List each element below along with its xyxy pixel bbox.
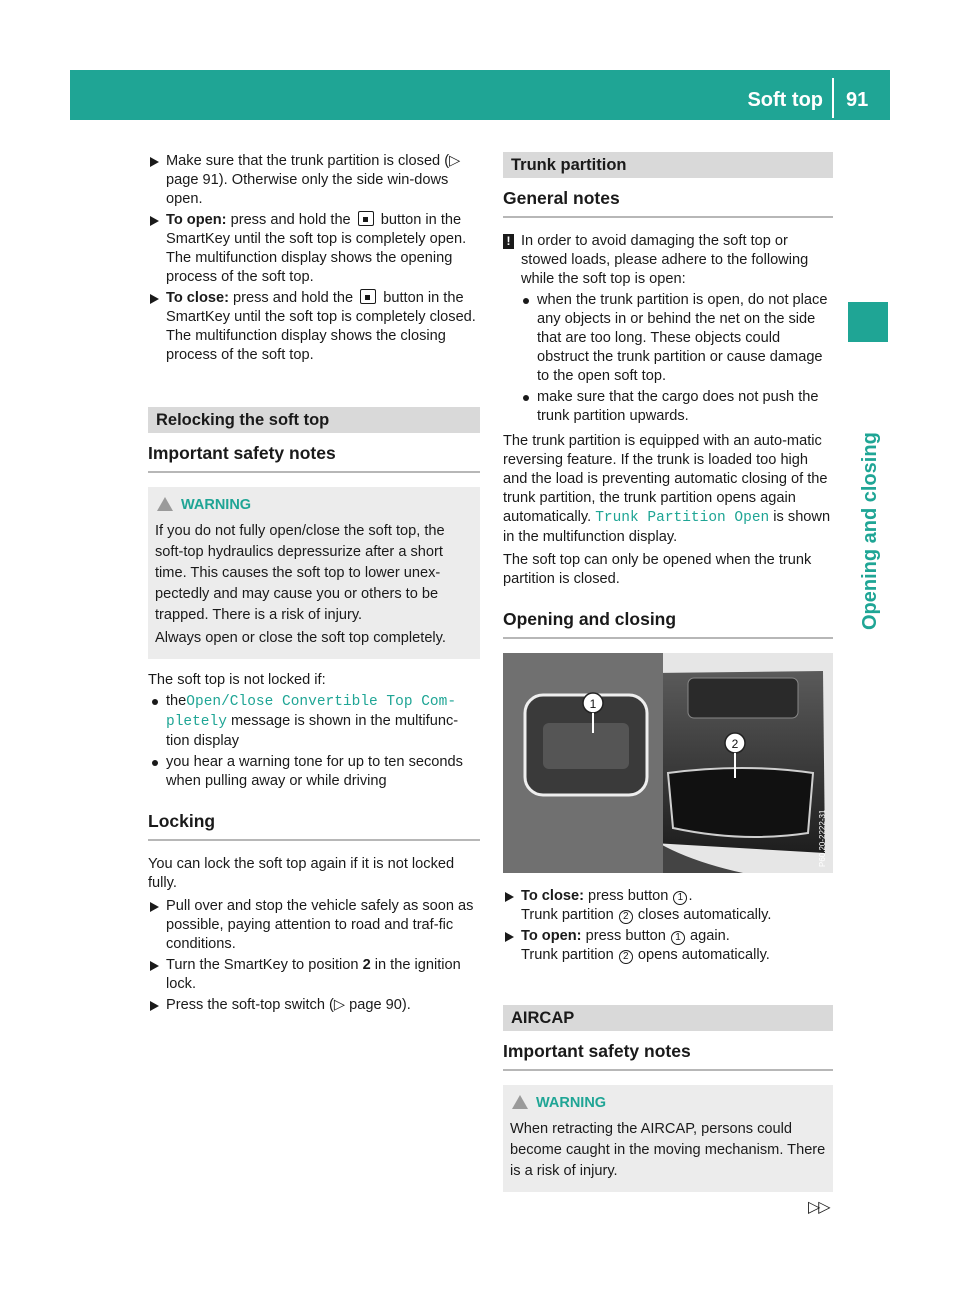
paragraph: The trunk partition is equipped with an auto-matic reversing feature. If the trunk is loaded too high and the load is preventing automatic closing of the trunk partition, the trunk partition opens again automatically. Trunk Partition Open is shown in the multifunction display. bbox=[503, 433, 831, 545]
warning-triangle-icon bbox=[512, 1095, 528, 1109]
instruction-step-close: To close: press and hold the button in the SmartKey until the soft top is completely closed. The multifunction display shows the closing process of the soft top. bbox=[148, 289, 480, 365]
chapter-label: Opening and closing bbox=[859, 432, 881, 630]
section-heading: Trunk partition bbox=[503, 152, 833, 178]
callout-2: 2 bbox=[731, 737, 739, 751]
section-heading: AIRCAP bbox=[503, 1005, 833, 1031]
subsection-heading: Locking bbox=[148, 809, 480, 841]
subsection-heading: Important safety notes bbox=[503, 1039, 833, 1071]
list-item: theOpen/Close Convertible Top Com-pletely message is shown in the multifunc-tion display bbox=[148, 692, 480, 751]
list-item: you hear a warning tone for up to ten seconds when pulling away or while driving bbox=[148, 753, 480, 791]
paragraph: The soft top can only be opened when the trunk partition is closed. bbox=[503, 552, 812, 587]
list-item: when the trunk partition is open, do not place any objects in or behind the net on the side that are too long. These objects could obstruct the trunk partition or cause damage to the open soft top. bbox=[519, 291, 833, 386]
continue-arrow-icon: ▷▷ bbox=[808, 1199, 829, 1216]
callout-ref: 1 bbox=[673, 891, 687, 905]
instruction-step: Turn the SmartKey to position 2 in the ignition lock. bbox=[148, 956, 480, 994]
list-item: make sure that the cargo does not push the trunk partition upwards. bbox=[519, 388, 833, 426]
display-message: Trunk Partition Open bbox=[595, 510, 770, 526]
instruction-step: Press the soft-top switch (▷ page 90). bbox=[148, 996, 480, 1015]
page-title: Soft top bbox=[747, 89, 823, 111]
instruction-step-open: To open: press button 1 again. Trunk partition 2 opens automatically. bbox=[503, 927, 833, 965]
trunk-illustration bbox=[503, 653, 833, 873]
subsection-heading: Opening and closing bbox=[503, 607, 833, 639]
chapter-tab bbox=[846, 432, 894, 910]
subsection-heading: Important safety notes bbox=[148, 441, 480, 473]
instruction-step: Pull over and stop the vehicle safely as soon as possible, paying attention to road and traf-fic conditions. bbox=[148, 897, 480, 954]
right-column bbox=[503, 152, 833, 1204]
display-message: Open/Close Convertible Top Com-pletely bbox=[166, 694, 457, 730]
notice-block: ! In order to avoid damaging the soft top or stowed loads, please adhere to the following while the soft top is open: bbox=[503, 232, 833, 289]
section-heading: Relocking the soft top bbox=[148, 407, 480, 433]
warning-triangle-icon bbox=[157, 497, 173, 511]
subsection-heading: General notes bbox=[503, 186, 833, 218]
trunk-photo bbox=[503, 653, 833, 873]
warning-box: WARNING When retracting the AIRCAP, persons could become caught in the moving mechanism. There is a risk of injury. bbox=[503, 1085, 833, 1192]
lock-icon bbox=[360, 289, 376, 304]
callout-1: 1 bbox=[589, 697, 597, 711]
chapter-marker bbox=[848, 302, 888, 342]
unlock-icon bbox=[358, 211, 374, 226]
instruction-step-close: To close: press button 1 . Trunk partition 2 closes automatically. bbox=[503, 887, 833, 925]
page-number: 91 bbox=[846, 89, 869, 111]
callout-ref: 2 bbox=[619, 950, 633, 964]
instruction-step: Make sure that the trunk partition is closed (▷ page 91). Otherwise only the side win-dows open. bbox=[148, 152, 480, 209]
callout-ref: 2 bbox=[619, 910, 633, 924]
paragraph: You can lock the soft top again if it is not locked fully. bbox=[148, 856, 455, 891]
warning-box: WARNING If you do not fully open/close the soft top, the soft-top hydraulics depressurize after a short time. This causes the soft top to lower unex-pectedly and may cause you or others to be trapped. There is a risk of injury. Always open or close the soft top completely. bbox=[148, 487, 480, 659]
left-column bbox=[148, 152, 480, 1017]
image-code: P60.20-2222-31 bbox=[818, 809, 827, 867]
header-divider bbox=[832, 78, 834, 118]
callout-ref: 1 bbox=[671, 931, 685, 945]
paragraph: The soft top is not locked if: bbox=[148, 672, 326, 688]
exclamation-icon: ! bbox=[503, 234, 514, 249]
instruction-step-open: To open: press and hold the button in the SmartKey until the soft top is completely open. The multifunction display shows the opening process of the soft top. bbox=[148, 211, 480, 287]
